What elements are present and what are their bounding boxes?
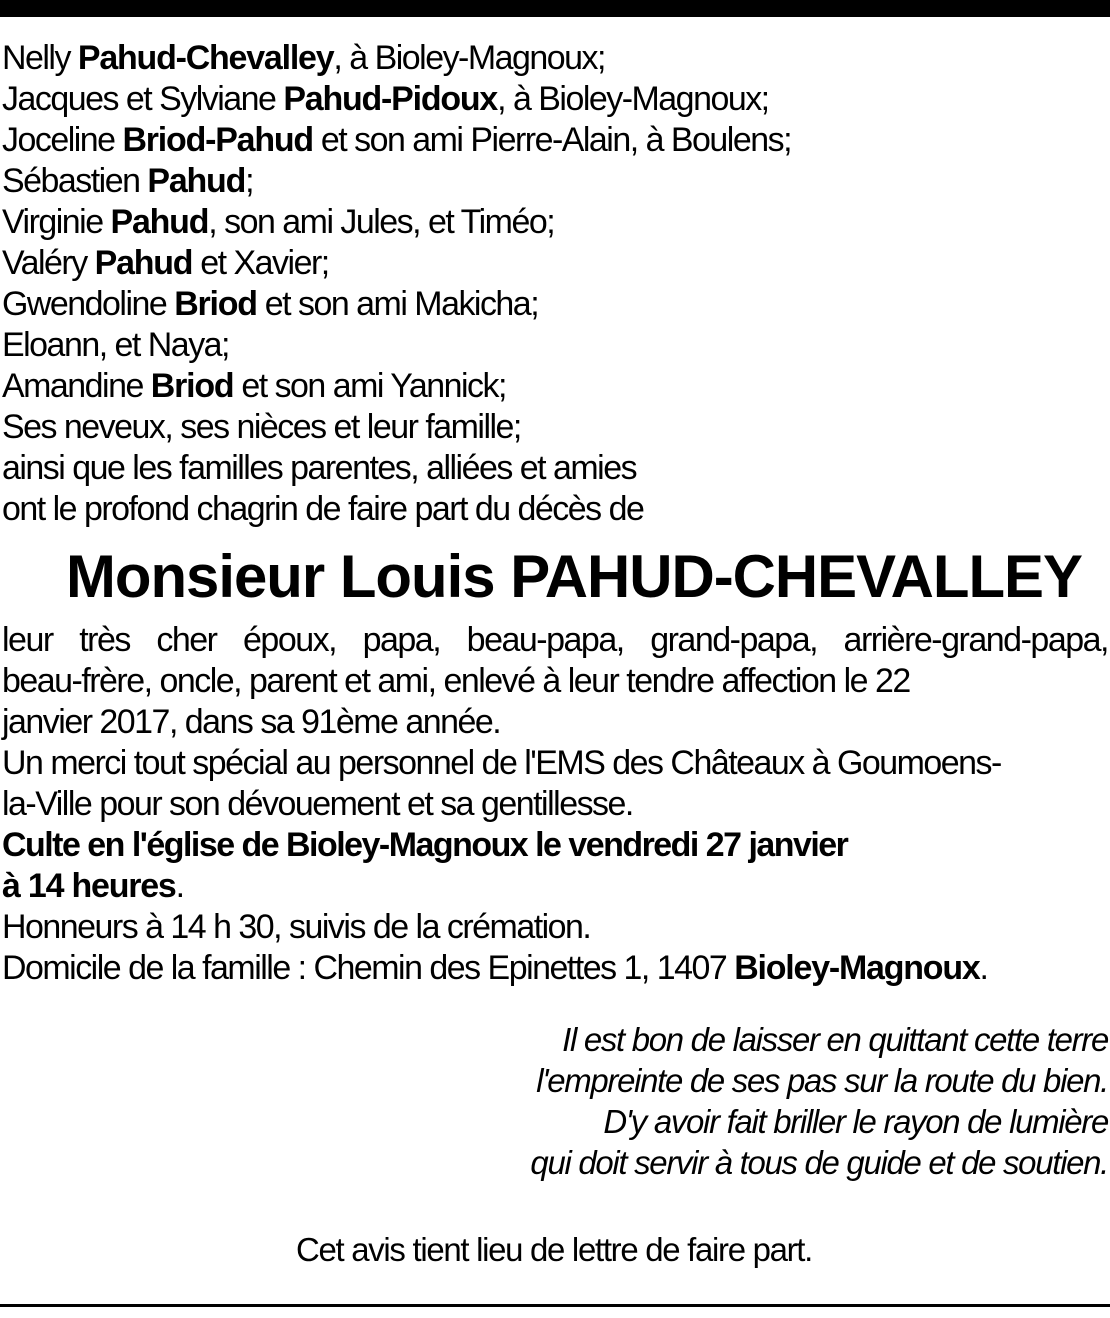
family-line: Joceline Briod-Pahud et son ami Pierre-Alain, à Boulens; bbox=[2, 121, 792, 159]
poem-line: l'empreinte de ses pas sur la route du bien. bbox=[536, 1062, 1108, 1099]
address-line: Domicile de la famille : Chemin des Epinettes 1, 1407 Bioley-Magnoux. bbox=[2, 949, 988, 987]
tribute-line: leur très cher époux, papa, beau-papa, grand-papa, arrière-grand-papa, bbox=[2, 621, 1108, 659]
family-line: Amandine Briod et son ami Yannick; bbox=[2, 367, 506, 405]
family-list bbox=[2, 38, 1108, 530]
family-line: Eloann, et Naya; bbox=[2, 326, 229, 364]
family-line: Ses neveux, ses nièces et leur famille; bbox=[2, 408, 521, 446]
family-line: Sébastien Pahud; bbox=[2, 162, 254, 200]
family-line: Virginie Pahud, son ami Jules, et Timéo; bbox=[2, 203, 555, 241]
family-line: Gwendoline Briod et son ami Makicha; bbox=[2, 285, 539, 323]
poem-line: qui doit servir à tous de guide et de soutien. bbox=[530, 1144, 1108, 1181]
honours-line: Honneurs à 14 h 30, suivis de la crémation. bbox=[2, 908, 591, 946]
deceased-name: Monsieur Louis PAHUD-CHEVALLEY bbox=[65, 543, 1082, 610]
obituary-notice bbox=[2, 38, 1108, 1270]
service-line: à 14 heures. bbox=[2, 867, 184, 905]
service-line: Culte en l'église de Bioley-Magnoux le vendredi 27 janvier bbox=[2, 826, 848, 864]
tribute-line: janvier 2017, dans sa 91ème année. bbox=[2, 703, 501, 741]
tribute-line: beau-frère, oncle, parent et ami, enlevé à leur tendre affection le 22 bbox=[2, 662, 910, 700]
family-line: ont le profond chagrin de faire part du décès de bbox=[2, 490, 644, 528]
poem-line: Il est bon de laisser en quittant cette terre bbox=[562, 1021, 1108, 1058]
bottom-rule bbox=[0, 1304, 1110, 1307]
family-line: Valéry Pahud et Xavier; bbox=[2, 244, 329, 282]
thanks-line: la-Ville pour son dévouement et sa gentillesse. bbox=[2, 785, 633, 823]
family-line: Nelly Pahud-Chevalley, à Bioley-Magnoux; bbox=[2, 39, 605, 77]
poem bbox=[2, 1019, 1108, 1183]
thanks-line: Un merci tout spécial au personnel de l'EMS des Châteaux à Goumoens- bbox=[2, 744, 1001, 782]
family-line: Jacques et Sylviane Pahud-Pidoux, à Bioley-Magnoux; bbox=[2, 80, 769, 118]
tribute-text bbox=[2, 620, 1108, 989]
closing-note: Cet avis tient lieu de lettre de faire part. bbox=[295, 1231, 813, 1268]
family-line: ainsi que les familles parentes, alliées et amies bbox=[2, 449, 637, 487]
top-rule bbox=[0, 0, 1110, 17]
poem-line: D'y avoir fait briller le rayon de lumière bbox=[603, 1103, 1108, 1140]
